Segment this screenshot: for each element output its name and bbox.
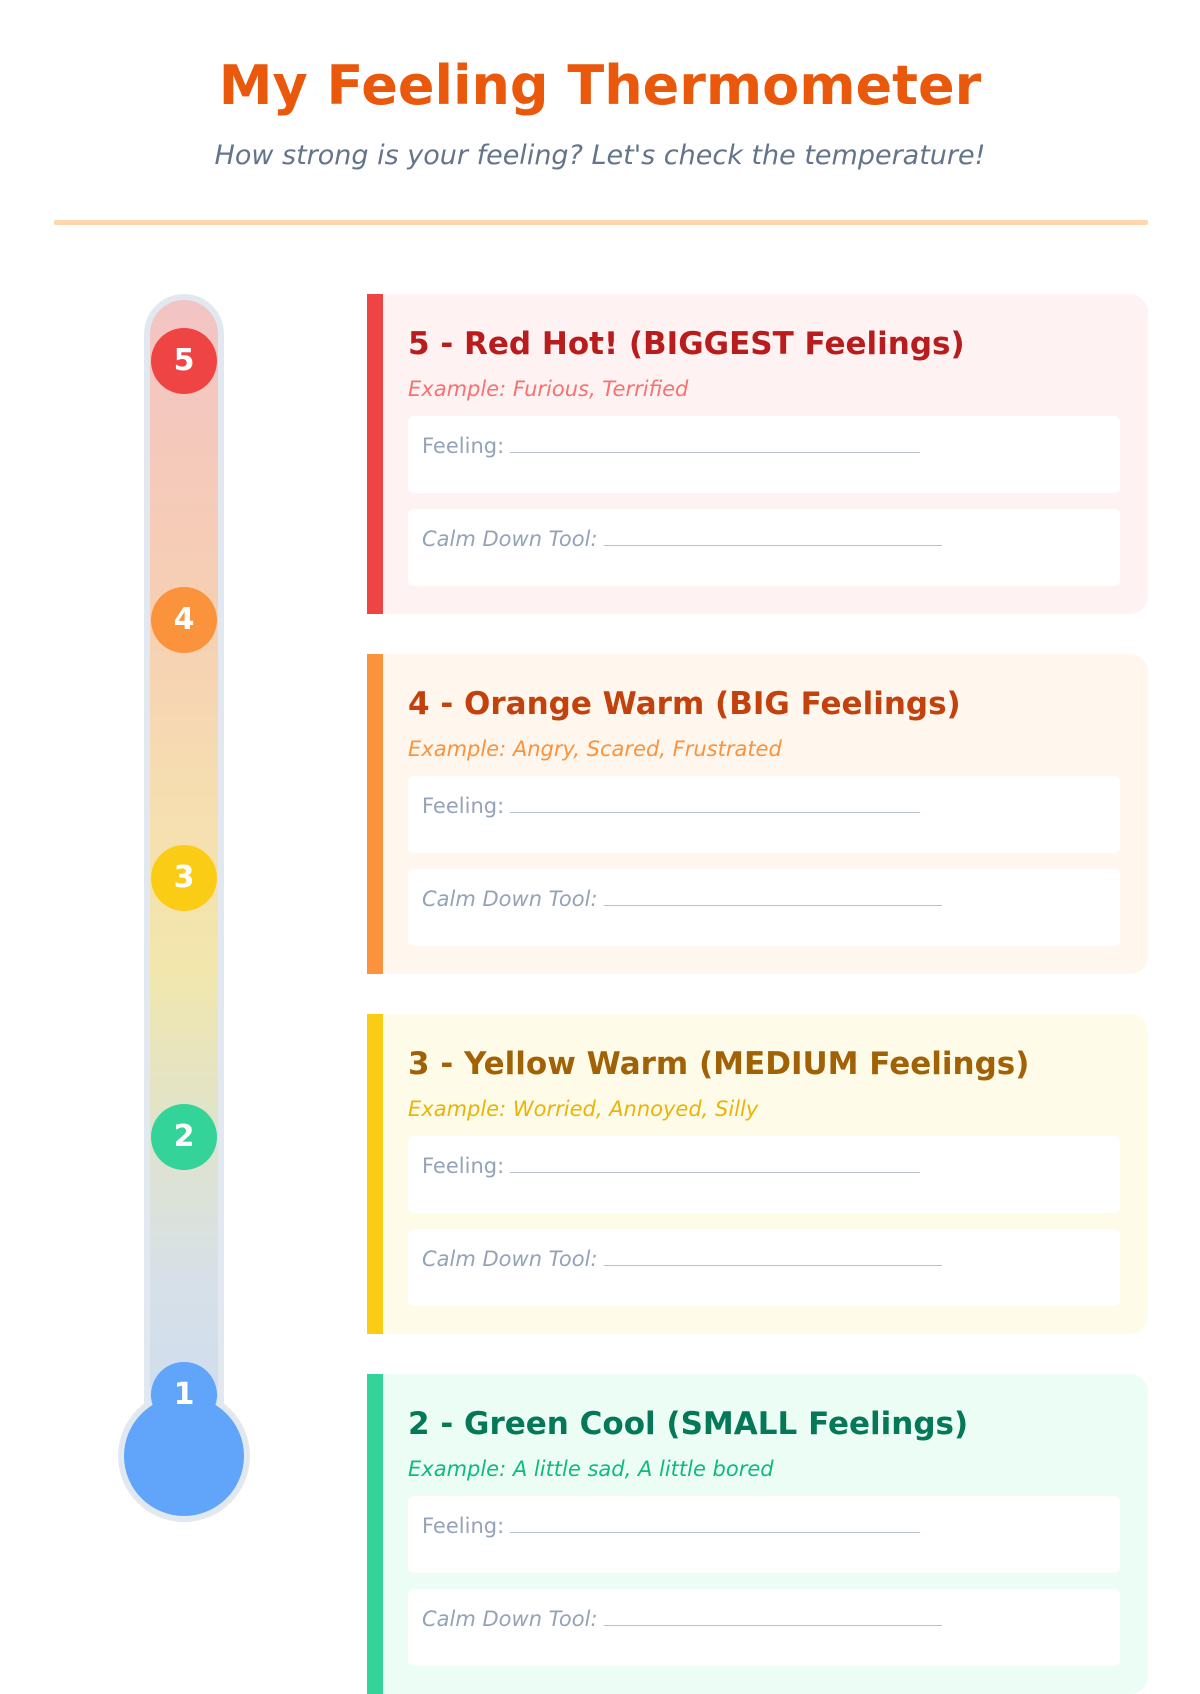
calm-down-tool-field[interactable] bbox=[408, 869, 1120, 946]
feeling-label: Feeling: bbox=[422, 1154, 505, 1178]
tool-blank-line bbox=[604, 1255, 942, 1266]
card-accent-bar bbox=[367, 294, 383, 614]
card-accent-bar bbox=[367, 1374, 383, 1694]
calm-down-tool-field[interactable] bbox=[408, 1229, 1120, 1306]
feeling-field[interactable] bbox=[408, 776, 1120, 853]
card-example: Example: A little sad, A little bored bbox=[408, 1457, 774, 1481]
calm-down-tool-field[interactable] bbox=[408, 509, 1120, 586]
calm-down-tool-label: Calm Down Tool: bbox=[422, 1607, 598, 1631]
feeling-label: Feeling: bbox=[422, 794, 505, 818]
level-2-card bbox=[367, 1374, 1148, 1694]
level-5-marker: 5 bbox=[151, 328, 217, 394]
feeling-blank-line bbox=[510, 802, 920, 813]
level-3-card bbox=[367, 1014, 1148, 1334]
feeling-field[interactable] bbox=[408, 1136, 1120, 1213]
card-accent-bar bbox=[367, 654, 383, 974]
calm-down-tool-label: Calm Down Tool: bbox=[422, 887, 598, 911]
level-4-marker: 4 bbox=[151, 587, 217, 653]
feeling-label: Feeling: bbox=[422, 1514, 505, 1538]
header-divider bbox=[54, 220, 1148, 225]
card-title: 3 - Yellow Warm (MEDIUM Feelings) bbox=[408, 1046, 1030, 1082]
level-2-marker: 2 bbox=[151, 1104, 217, 1170]
calm-down-tool-label: Calm Down Tool: bbox=[422, 1247, 598, 1271]
feeling-blank-line bbox=[510, 1522, 920, 1533]
feeling-field[interactable] bbox=[408, 416, 1120, 493]
card-example: Example: Furious, Terrified bbox=[408, 377, 689, 401]
page-title: My Feeling Thermometer bbox=[218, 54, 982, 117]
feeling-label: Feeling: bbox=[422, 434, 505, 458]
card-example: Example: Angry, Scared, Frustrated bbox=[408, 737, 782, 761]
feeling-blank-line bbox=[510, 1162, 920, 1173]
card-title: 5 - Red Hot! (BIGGEST Feelings) bbox=[408, 326, 965, 362]
level-4-card bbox=[367, 654, 1148, 974]
calm-down-tool-label: Calm Down Tool: bbox=[422, 527, 598, 551]
card-example: Example: Worried, Annoyed, Silly bbox=[408, 1097, 759, 1121]
level-1-marker: 1 bbox=[151, 1362, 217, 1428]
tool-blank-line bbox=[604, 535, 942, 546]
calm-down-tool-field[interactable] bbox=[408, 1589, 1120, 1666]
feeling-field[interactable] bbox=[408, 1496, 1120, 1573]
card-title: 2 - Green Cool (SMALL Feelings) bbox=[408, 1406, 969, 1442]
tool-blank-line bbox=[604, 1615, 942, 1626]
page-subtitle: How strong is your feeling? Let's check the temperature! bbox=[214, 140, 986, 171]
feeling-blank-line bbox=[510, 442, 920, 453]
level-5-card bbox=[367, 294, 1148, 614]
tool-blank-line bbox=[604, 895, 942, 906]
level-3-marker: 3 bbox=[151, 845, 217, 911]
card-title: 4 - Orange Warm (BIG Feelings) bbox=[408, 686, 961, 722]
card-accent-bar bbox=[367, 1014, 383, 1334]
